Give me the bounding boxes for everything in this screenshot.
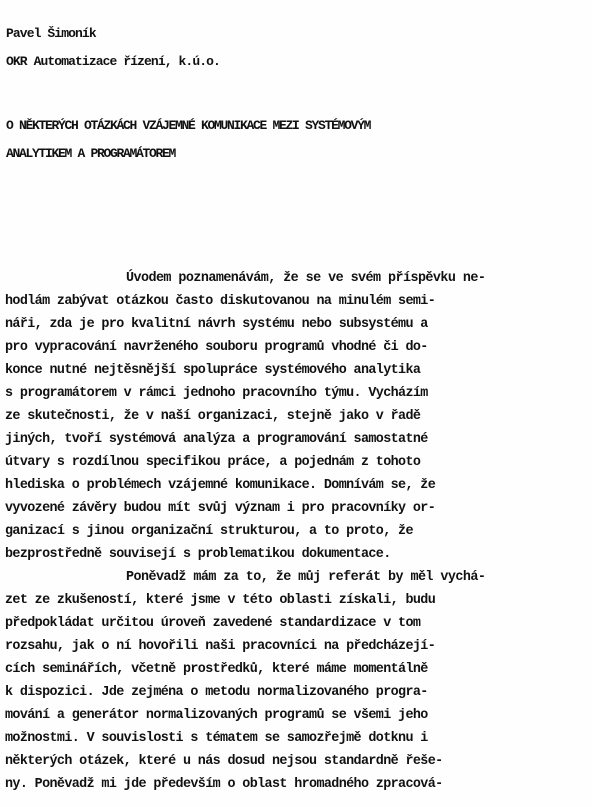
body-line: konce nutné nejtěsnější spolupráce systémového analytika — [5, 363, 421, 378]
body-line: hlediska o problémech vzájemné komunikace. Domnívám se, že — [5, 478, 436, 493]
body-line: rozsahu, jak o ní hovořili naši pracovníci na předcházejí- — [5, 639, 436, 654]
body-line: s programátorem v rámci jednoho pracovního týmu. Vycházím — [5, 386, 428, 401]
body-line: k dispozici. Jde zejména o metodu normalizovaného progra- — [5, 685, 428, 700]
body-line: mování a generátor normalizovaných programů se všemi jeho — [5, 708, 428, 723]
body-line: vyvozené závěry budou mít svůj význam i pro pracovníky or- — [5, 501, 436, 516]
document-title-line-1: O NĚKTERÝCH OTÁZKÁCH VZÁJEMNÉ KOMUNIKACE MEZI SYSTÉMOVÝM — [6, 118, 371, 133]
body-line: bezprostředně souvisejí s problematikou dokumentace. — [5, 547, 391, 562]
body-line: náři, zda je pro kvalitní návrh systému nebo subsystému a — [5, 317, 428, 332]
body-line: ganizací s jinou organizační strukturou, a to proto, že — [5, 524, 413, 539]
body-line: jiných, tvoří systémová analýza a programování samostatné — [5, 432, 428, 447]
body-line: Úvodem poznamenávám, že se ve svém příspěvku ne- — [126, 271, 486, 286]
body-line: ze skutečnosti, že v naší organizaci, stejně jako v řadě — [5, 409, 421, 424]
body-line: možnostmi. V souvislosti s tématem se samozřejmě dotknu i — [5, 731, 428, 746]
body-line: některých otázek, které u nás dosud nejsou standardně řeše- — [5, 754, 443, 769]
body-line: pro vypracování navrženého souboru programů vhodné či do- — [5, 340, 428, 355]
body-line: Poněvadž mám za to, že můj referát by měl vychá- — [126, 570, 486, 585]
author-name: Pavel Šimoník — [6, 26, 96, 41]
body-line: cích seminářích, včetně prostředků, které máme momentálně — [5, 662, 428, 677]
body-line: ny. Poněvadž mi jde především o oblast hromadného zpracová- — [5, 777, 443, 792]
body-line: předpokládat určitou úroveň zavedené standardizace v tom — [5, 616, 421, 631]
organization-name: OKR Automatizace řízení, k.ú.o. — [6, 54, 220, 69]
body-line: útvary s rozdílnou specifikou práce, a pojednám z tohoto — [5, 455, 421, 470]
body-line: hodlám zabývat otázkou často diskutovanou na minulém semi- — [5, 294, 436, 309]
body-line: zet ze zkušeností, které jsme v této oblasti získali, budu — [5, 593, 436, 608]
document-title-line-2: ANALYTIKEM A PROGRAMÁTOREM — [6, 146, 176, 161]
